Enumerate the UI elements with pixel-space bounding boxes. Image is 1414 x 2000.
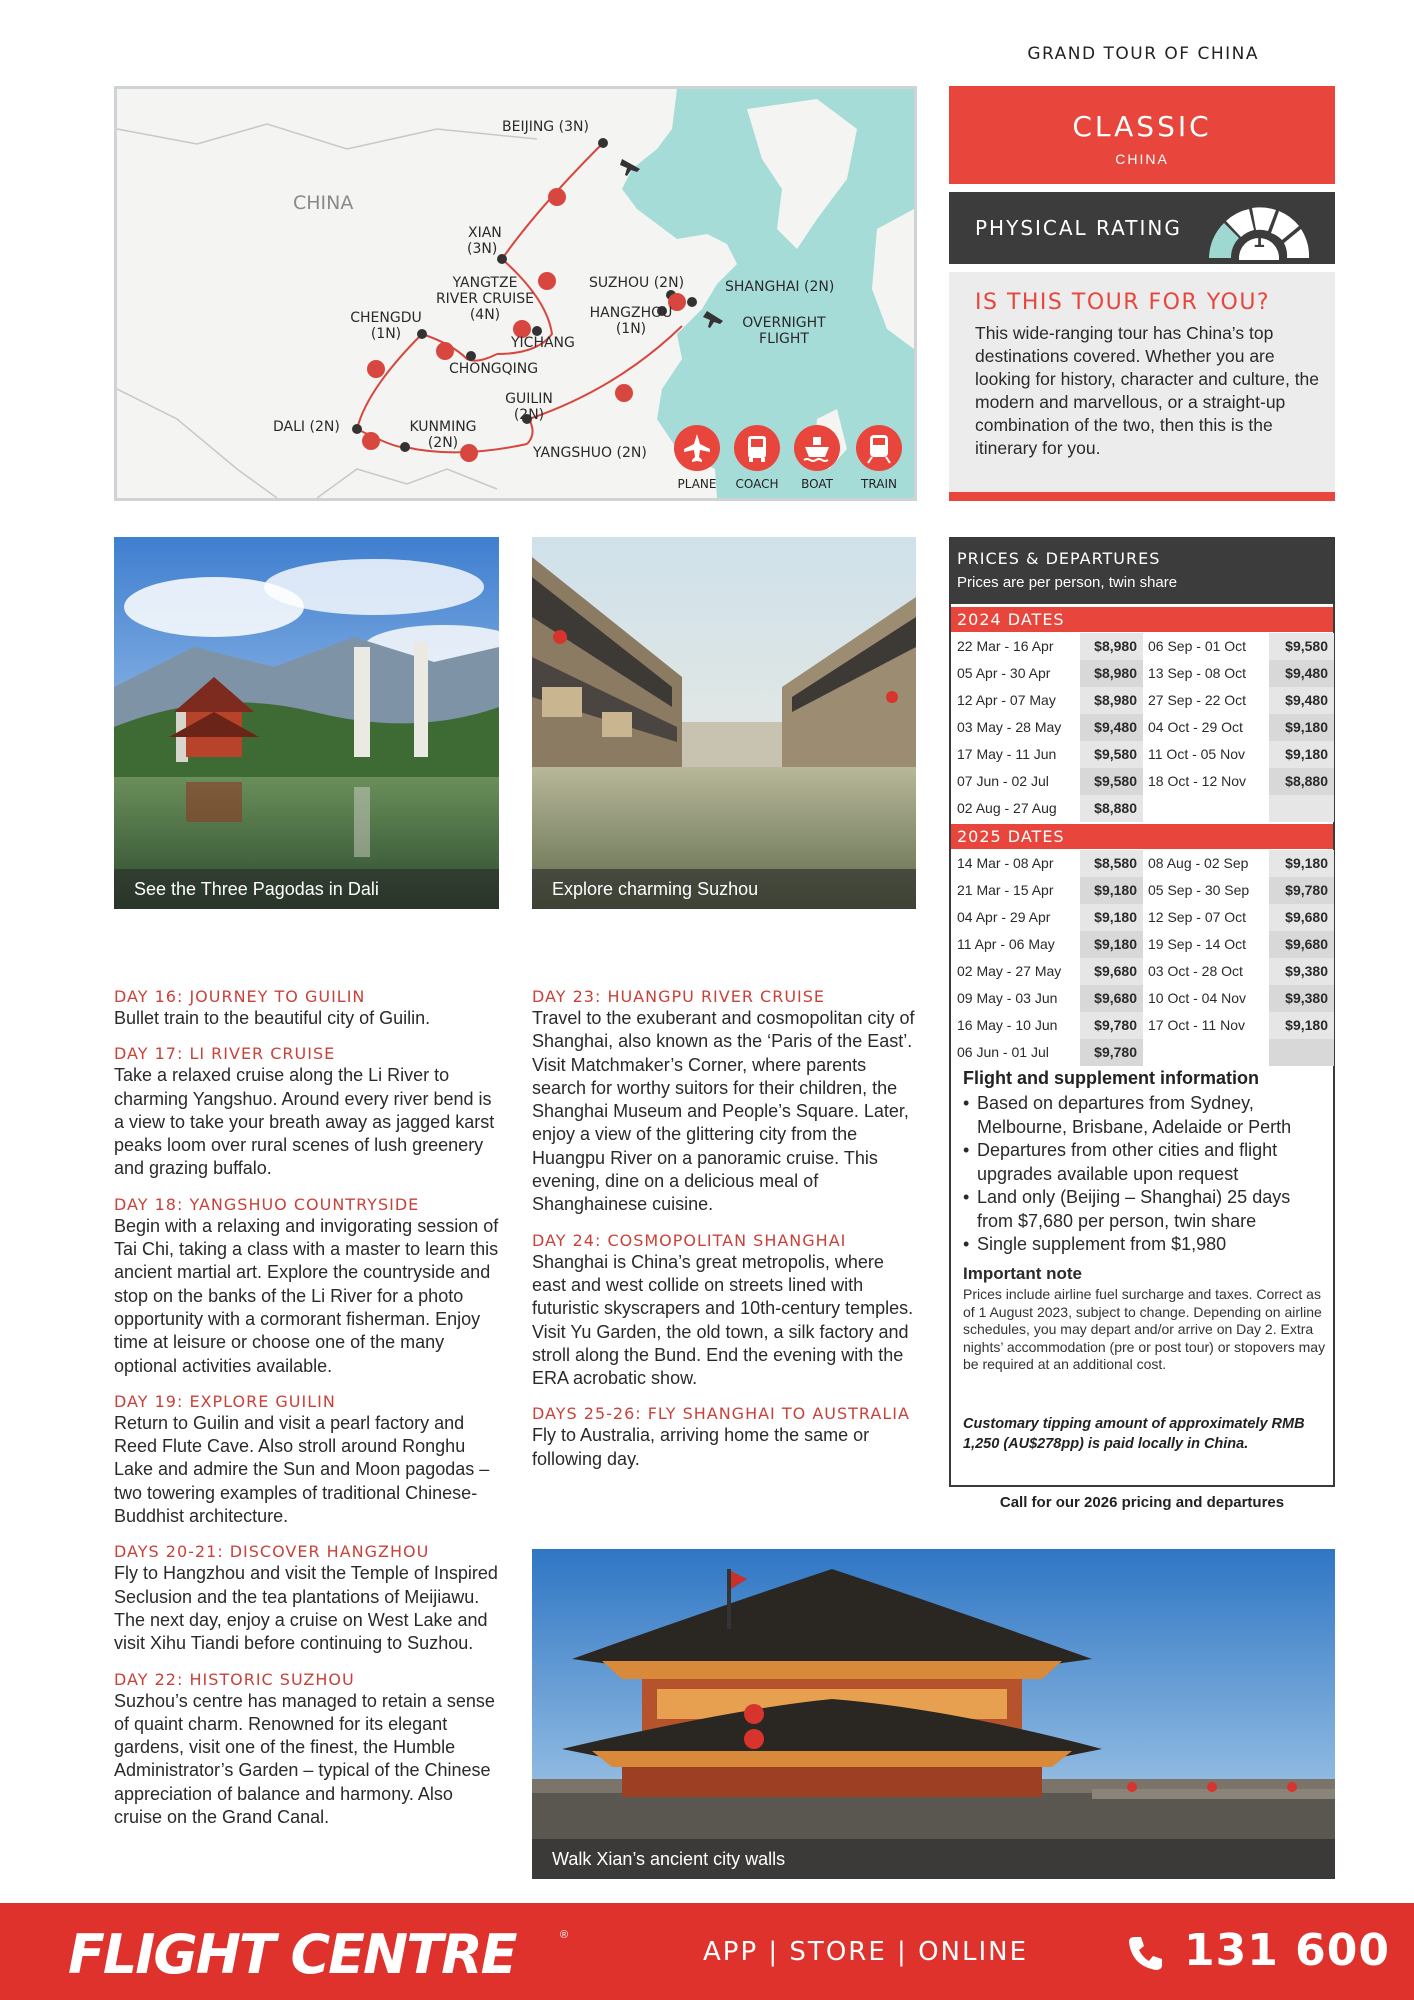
departure-dates: 05 Apr - 30 Apr [957,665,1051,681]
itinerary-day-title: DAY 16: JOURNEY TO GUILIN [114,987,366,1006]
price: $9,680 [1080,985,1143,1012]
price: $9,180 [1269,714,1334,741]
price: $9,180 [1269,741,1334,768]
departure-dates: 03 Oct - 28 Oct [1148,963,1243,979]
itinerary-day-text: Bullet train to the beautiful city of Guilin. [114,1008,431,1028]
map-country-label: CHINA [293,192,354,214]
price: $8,980 [1080,687,1143,714]
price-row [951,768,1333,795]
tour-map [114,86,917,501]
map-city-yangshuo: YANGSHUO (2N) [533,445,647,461]
price-row [951,1012,1333,1039]
price-row [951,850,1333,877]
map-city-dali: DALI (2N) [273,419,340,435]
supplement-item: • Based on departures from Sydney, Melbourne, Brisbane, Adelaide or Perth [963,1092,1328,1139]
departure-dates: 02 Aug - 27 Aug [957,800,1057,816]
legend-plane-label: PLANE [677,477,717,491]
map-city-yangtze: YANGTZE [452,275,518,291]
tour-fit-panel [949,272,1335,492]
itinerary-day-text: Travel to the exuberant and cosmopolitan city of Shanghai, also known as the ‘Paris of the East’. Visit Matchmaker’s Corner, where parents search for worthy suitors for their children, the Shanghai Museum and People’s Square. Later, enjoy a view of the glittering city from the Huangpu River on a panoramic cruise. This evening, dine on a delicious meal of Shanghainese cuisine. [532,1008,915,1215]
price: $8,580 [1080,850,1143,877]
itinerary-day-title: DAY 24: COSMOPOLITAN SHANGHAI [532,1230,847,1250]
price [1269,795,1334,822]
price: $9,680 [1080,958,1143,985]
price-row [951,985,1333,1012]
price: $9,680 [1269,904,1334,931]
itinerary-day-text: Begin with a relaxing and invigorating session of Tai Chi, taking a class with a master to learn this ancient martial art. Explore the countryside and stop on the banks of the Li River for a photo opportunity with a cormorant fisherman. Enjoy time at leisure or choose one of the many optional activities available. [114,1215,499,1376]
itinerary-day-title: DAYS 20-21: DISCOVER HANGZHOU [114,1542,430,1562]
legend-boat-label: BOAT [801,477,833,491]
map-city-chongqing: CHONGQING [449,361,539,377]
map-city-suzhou: SUZHOU (2N) [589,275,685,291]
departure-dates: 17 May - 11 Jun [957,746,1057,762]
price: $9,180 [1080,904,1143,931]
registered-mark: ® [560,1929,569,1941]
departure-dates: 13 Sep - 08 Oct [1148,665,1247,681]
price: $9,680 [1269,931,1334,958]
legend-train-label: TRAIN [861,477,897,491]
tour-fit-title: IS THIS TOUR FOR YOU? [975,290,1271,315]
supplement-list [963,1092,1328,1257]
price-row [951,660,1333,687]
prices-subtitle: Prices are per person, twin share [957,574,1178,591]
price: $9,380 [1269,985,1334,1012]
map-overnight-flight-2: FLIGHT [759,331,809,347]
train-icon [856,425,902,471]
price: $8,880 [1269,768,1334,795]
classic-badge [949,86,1335,184]
map-city-xian: XIAN [468,225,502,241]
price-row [951,958,1333,985]
dates-2025-header: 2025 DATES [951,824,1333,849]
map-city-chengdu-nights: (1N) [370,326,402,342]
departure-dates: 02 May - 27 May [957,963,1062,979]
price: $8,980 [1080,660,1143,687]
footer-bar [0,1903,1414,2000]
price: $8,880 [1080,795,1143,822]
itinerary-day-title: DAY 18: YANGSHUO COUNTRYSIDE [114,1194,420,1214]
price: $9,580 [1080,768,1143,795]
classic-subtitle: CHINA [1115,151,1169,167]
map-city-yangtze-nights: (4N) [469,307,501,323]
prices-header [951,539,1333,604]
itinerary-day-title: DAY 17: LI RIVER CRUISE [114,1044,336,1064]
supplement-item: • Departures from other cities and flight upgrades available upon request [963,1139,1328,1186]
map-city-chengdu: CHENGDU [350,310,422,326]
map-city-guilin: GUILIN [505,391,553,407]
physical-rating-label: PHYSICAL RATING [975,216,1182,240]
departure-dates: 18 Oct - 12 Nov [1148,773,1247,789]
prices-title: PRICES & DEPARTURES [957,549,1161,568]
departure-dates: 11 Oct - 05 Nov [1148,746,1246,762]
departure-dates: 07 Jun - 02 Jul [957,773,1049,789]
departure-dates: 21 Mar - 15 Apr [957,882,1054,898]
price: $9,580 [1269,633,1334,660]
prices-panel [949,537,1335,1487]
map-city-yangtze-cruise: RIVER CRUISE [435,291,535,307]
supplement-item: • Single supplement from $1,980 [963,1233,1328,1257]
caption-suzhou: Explore charming Suzhou [532,869,916,909]
departure-dates: 04 Apr - 29 Apr [957,909,1051,925]
map-city-guilin-nights: (2N) [513,407,545,423]
price-row [951,714,1333,741]
tipping-note: Customary tipping amount of approximately RMB 1,250 (AU$278pp) is paid locally in China. [963,1416,1305,1452]
departure-dates: 09 May - 03 Jun [957,990,1058,1006]
itinerary-day-title: DAYS 25-26: FLY SHANGHAI TO AUSTRALIA [532,1404,910,1424]
itinerary-day-title: DAY 19: EXPLORE GUILIN [114,1391,336,1411]
coach-icon [734,425,780,471]
departure-dates: 04 Oct - 29 Oct [1148,719,1243,735]
departure-dates: 19 Sep - 14 Oct [1148,936,1247,952]
map-city-shanghai: SHANGHAI (2N) [725,279,835,295]
photo-suzhou [532,537,916,909]
important-note-title: Important note [963,1264,1082,1283]
map-overnight-flight: OVERNIGHT [742,315,826,331]
itinerary-day-text: Return to Guilin and visit a pearl factory and Reed Flute Cave. Also stroll around Ronghu Lake and admire the Sun and Moon pagodas – two towering examples of traditional Chinese-Buddhist architecture. [114,1412,490,1527]
departure-dates: 22 Mar - 16 Apr [957,638,1054,654]
price: $9,180 [1269,850,1334,877]
price-row [951,795,1333,822]
map-city-kunming-nights: (2N) [427,435,459,451]
price-row [951,904,1333,931]
channels-text: APP | STORE | ONLINE [703,1937,1029,1967]
physical-rating-value: 1 [1253,230,1265,252]
departure-dates: 03 May - 28 May [957,719,1062,735]
departure-dates: 08 Aug - 02 Sep [1148,855,1249,871]
map-city-xian-nights: (3N) [467,241,498,257]
departure-dates: 06 Sep - 01 Oct [1148,638,1247,654]
photo-xian [532,1549,1335,1879]
photo-dali [114,537,499,909]
itinerary-day-text: Fly to Hangzhou and visit the Temple of Inspired Seclusion and the tea plantations of Meijiawu. The next day, enjoy a cruise on West Lake and visit Xihu Tiandi before continuing to Suzhou. [114,1563,498,1654]
departure-dates: 12 Sep - 07 Oct [1148,909,1247,925]
phone-icon [1126,1933,1166,1973]
price-row [951,1039,1333,1066]
supplement-item: • Land only (Beijing – Shanghai) 25 days from $7,680 per person, twin share [963,1186,1328,1233]
price: $9,780 [1080,1012,1143,1039]
price-row [951,741,1333,768]
price: $9,580 [1080,741,1143,768]
itinerary-right-column [532,987,917,1471]
classic-title: CLASSIC [1072,110,1212,143]
legend-coach-label: COACH [735,477,779,491]
flight-centre-logo[interactable]: FLIGHT CENTRE [68,1923,516,1986]
itinerary-day-text: Take a relaxed cruise along the Li River to charming Yangshuo. Around every river bend is a view to take your breath away as jagged karst peaks loom over rural scenes of lush greenery and grazing buffalo. [114,1065,495,1179]
departure-dates: 17 Oct - 11 Nov [1148,1017,1246,1033]
departure-dates: 16 May - 10 Jun [957,1017,1058,1033]
price: $9,180 [1080,877,1143,904]
price: $9,380 [1269,958,1334,985]
map-city-hangzhou-nights: (1N) [615,321,647,337]
departure-dates: 11 Apr - 06 May [957,936,1055,952]
tour-fit-text: This wide-ranging tour has China’s top destinations covered. Whether you are looking for history, character and culture, the modern and marvellous, or a straight-up combination of the two, then this is the itinerary for you. [975,323,1320,458]
price: $9,180 [1080,931,1143,958]
map-city-hangzhou: HANGZHOU [589,305,673,321]
itinerary-left-column [114,987,499,1829]
departure-dates: 06 Jun - 01 Jul [957,1044,1049,1060]
price: $9,780 [1080,1039,1143,1066]
departure-dates: 10 Oct - 04 Nov [1148,990,1247,1006]
itinerary-day-text: Fly to Australia, arriving home the same or following day. [532,1425,870,1469]
supplement-title: Flight and supplement information [963,1068,1259,1088]
physical-rating [949,192,1335,264]
price: $8,980 [1080,633,1143,660]
itinerary-day-title: DAY 22: HISTORIC SUZHOU [114,1669,355,1689]
map-city-kunming: KUNMING [409,419,477,435]
caption-dali: See the Three Pagodas in Dali [114,869,499,909]
price: $9,480 [1269,660,1334,687]
price-row [951,877,1333,904]
itinerary-day-title: DAY 23: HUANGPU RIVER CRUISE [532,987,826,1006]
plane-icon [674,425,720,471]
phone-number[interactable]: 131 600 [1184,1925,1391,1976]
price-row [951,633,1333,660]
price [1269,1039,1334,1066]
map-city-yichang: YICHANG [511,335,575,351]
call-for-pricing: Call for our 2026 pricing and departures [999,1494,1285,1511]
price-row [951,931,1333,958]
map-city-beijing: BEIJING (3N) [502,119,589,135]
departure-dates: 14 Mar - 08 Apr [957,855,1054,871]
page-header: GRAND TOUR OF CHINA [1027,44,1259,64]
price: $9,480 [1269,687,1334,714]
boat-icon [794,425,840,471]
itinerary-day-text: Shanghai is China’s great metropolis, where east and west collide on streets lined with futuristic skyscrapers and 10th-century temples. Visit Yu Garden, the old town, a silk factory and stroll along the Bund. End the evening with the ERA acrobatic show. [532,1251,914,1389]
caption-xian: Walk Xian’s ancient city walls [532,1839,1335,1879]
departure-dates: 05 Sep - 30 Sep [1148,882,1250,898]
dates-2024-header: 2024 DATES [951,607,1333,632]
itinerary-day-text: Suzhou’s centre has managed to retain a sense of quaint charm. Renowned for its elegant gardens, visit one of the finest, the Humble Administrator’s Garden – typical of the Chinese appreciation of balance and harmony. Also cruise on the Grand Canal. [114,1690,495,1828]
departure-dates: 12 Apr - 07 May [957,692,1056,708]
price-row [951,687,1333,714]
departure-dates: 27 Sep - 22 Oct [1148,692,1247,708]
price: $9,180 [1269,1012,1334,1039]
price: $9,480 [1080,714,1143,741]
divider-bar [949,492,1335,501]
price: $9,780 [1269,877,1334,904]
important-note-text: Prices include airline fuel surcharge and taxes. Correct as of 1 August 2023, subject to change. Depending on airline schedules, you may depart and/or arrive on Day 2. Extra nights’ accommodation (pre or post tour) or stopovers may be required at an additional cost. [963,1286,1326,1372]
